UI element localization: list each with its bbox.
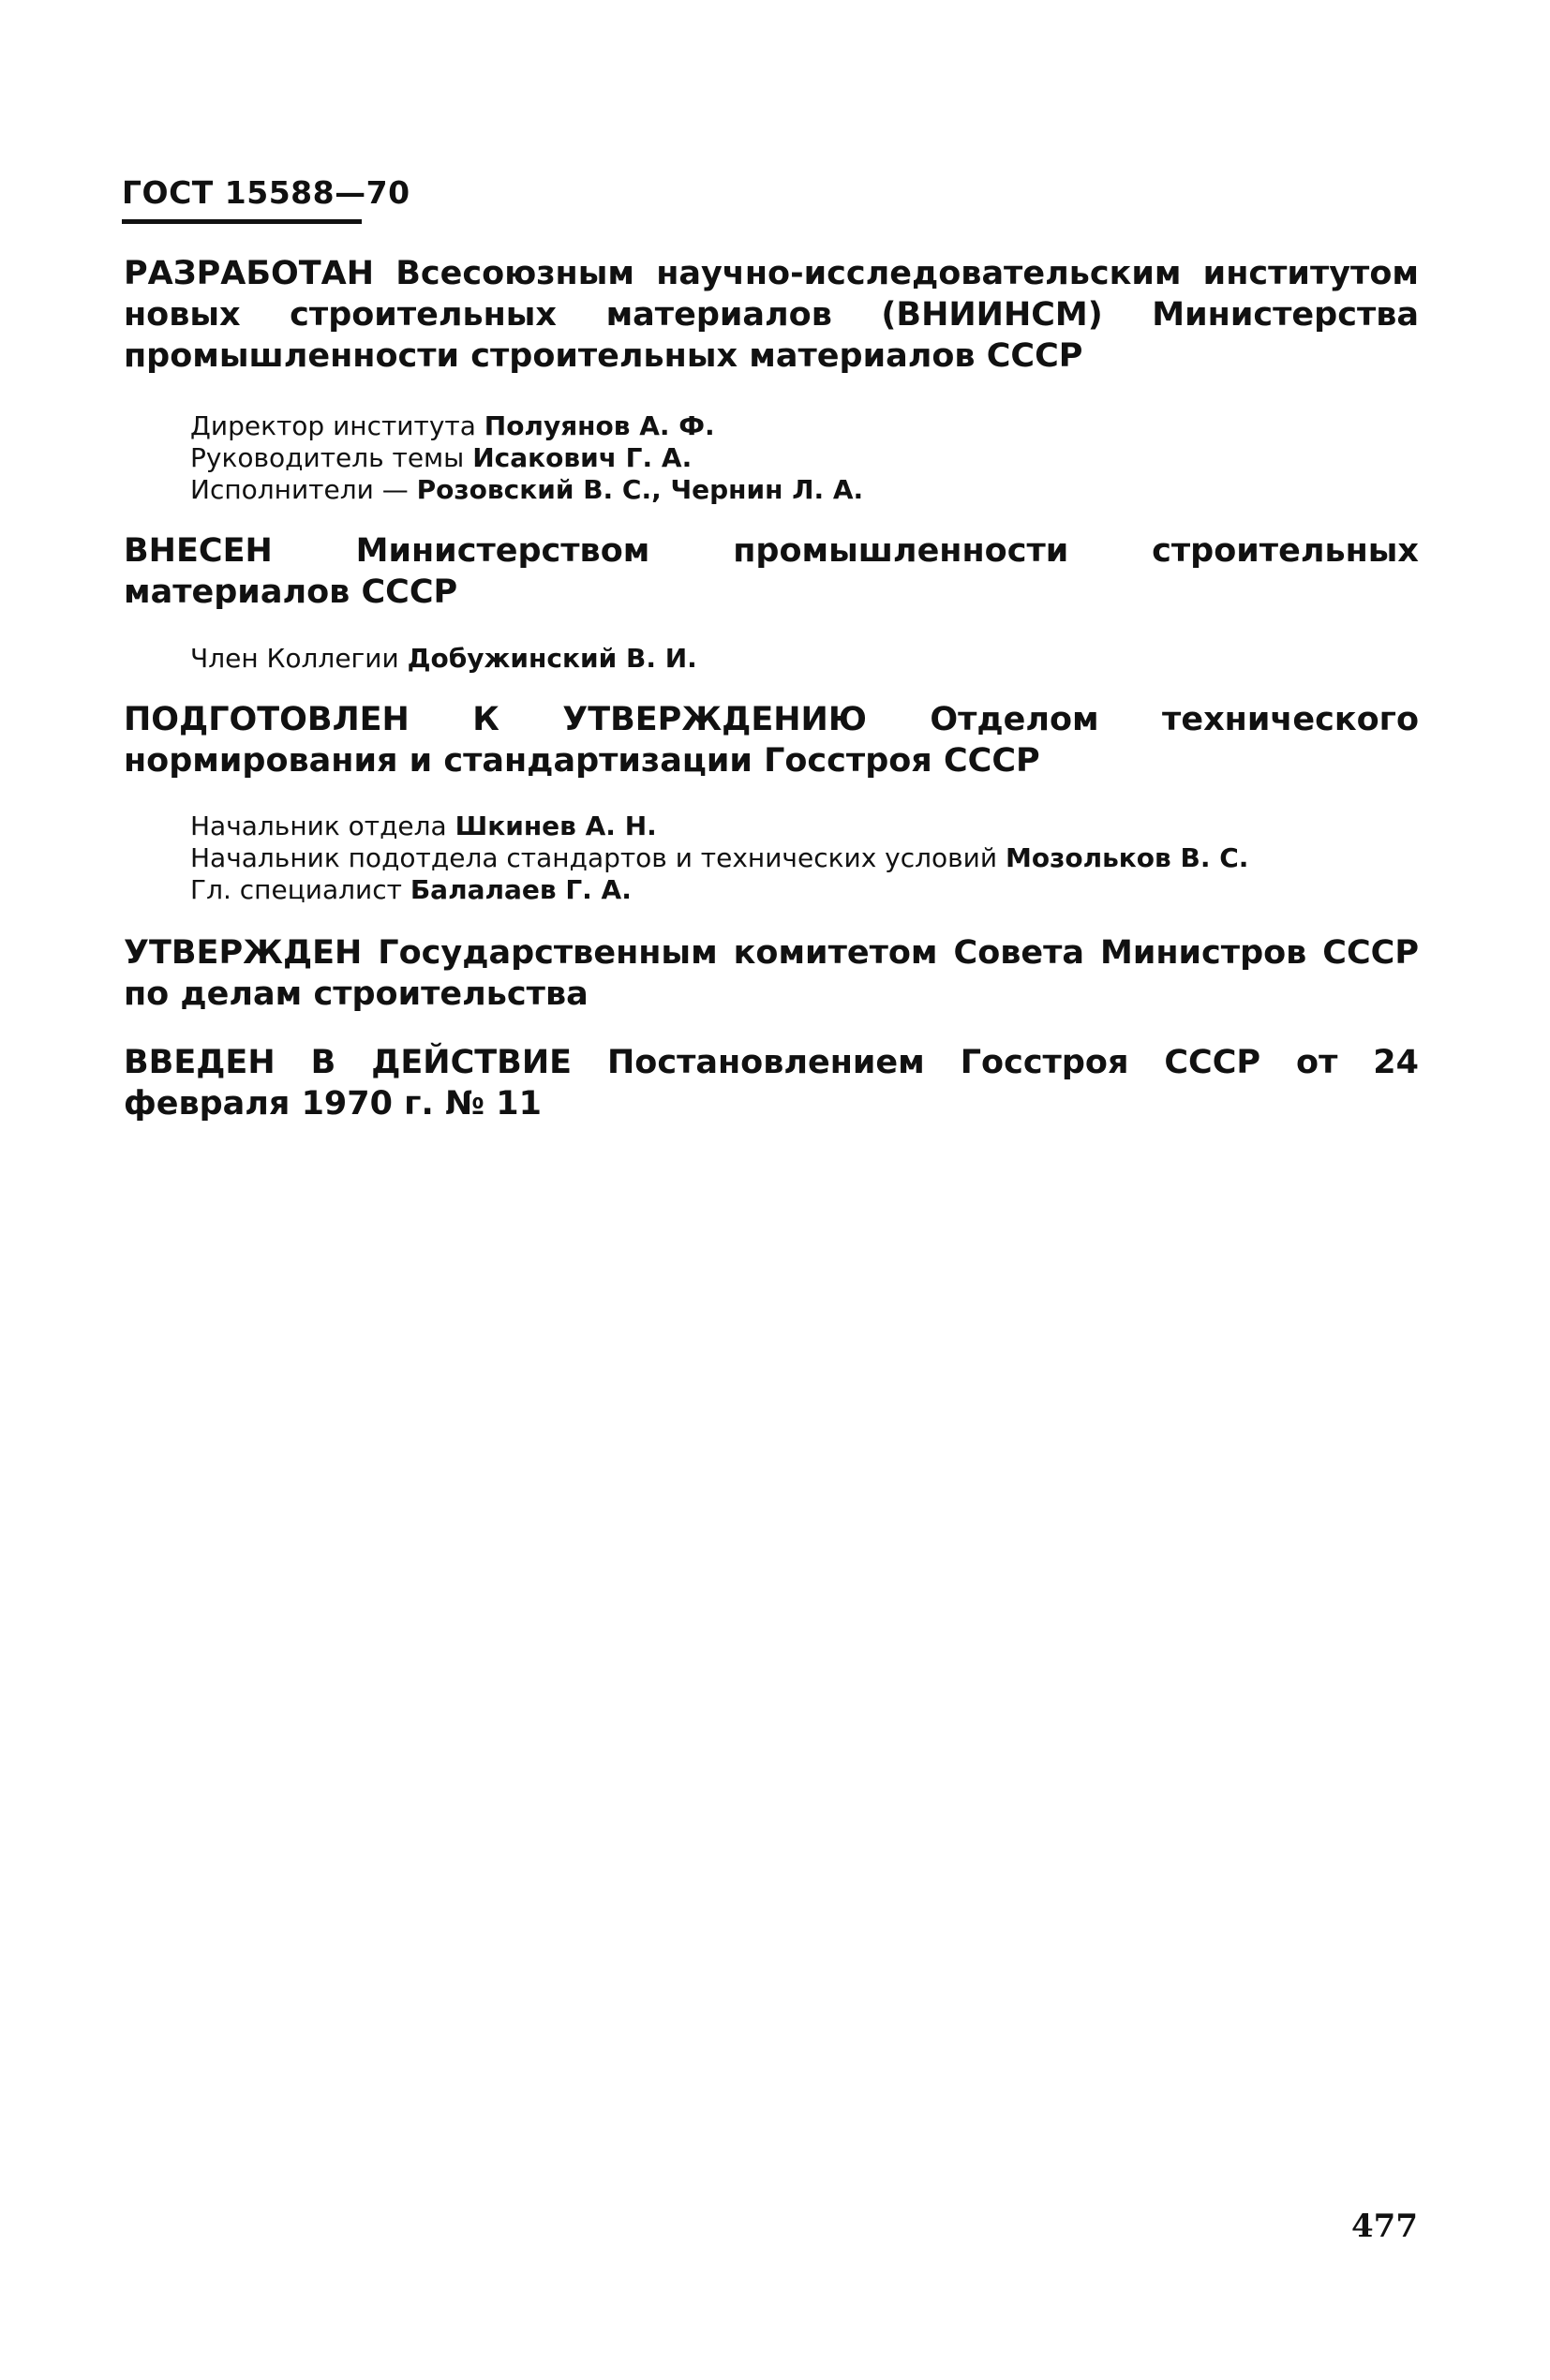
person-role: Гл. специалист bbox=[190, 874, 402, 905]
developed-label: РАЗРАБОТАН bbox=[124, 255, 375, 292]
document-code: ГОСТ 15588—70 bbox=[122, 174, 410, 211]
approved-section bbox=[124, 932, 1419, 1015]
person-name: Полуянов А. Ф. bbox=[484, 410, 715, 441]
person-name: Балалаев Г. А. bbox=[410, 874, 632, 905]
person-name: Исакович Г. А. bbox=[472, 442, 693, 473]
approved-text: Государственным комитетом Совета Министров СССР по делам строительства bbox=[124, 934, 1419, 1013]
page-number: 477 bbox=[1351, 2208, 1418, 2245]
introduced-text: Министерством промышленности строительных материалов СССР bbox=[124, 532, 1419, 611]
person-name: Розовский В. С., Чернин Л. А. bbox=[416, 474, 864, 505]
enacted-label: ВВЕДЕН В ДЕЙСТВИЕ bbox=[124, 1044, 573, 1081]
approved-label: УТВЕРЖДЕН bbox=[124, 934, 363, 972]
introduced-label: ВНЕСЕН bbox=[124, 532, 273, 570]
person-line bbox=[190, 811, 1420, 842]
developed-people bbox=[190, 410, 1420, 506]
prepared-section bbox=[124, 699, 1419, 781]
enacted-text: Постановлением Госстроя СССР от 24 февраля 1970 г. № 11 bbox=[124, 1044, 1420, 1123]
prepared-label: ПОДГОТОВЛЕН К УТВЕРЖДЕНИЮ bbox=[124, 701, 867, 738]
person-name: Шкинев А. Н. bbox=[455, 811, 657, 841]
prepared-people bbox=[190, 811, 1420, 906]
header-underline bbox=[122, 219, 362, 224]
enacted-section bbox=[124, 1042, 1419, 1124]
person-role: Член Коллегии bbox=[190, 643, 399, 674]
person-line bbox=[190, 643, 1420, 675]
person-line bbox=[190, 410, 1420, 442]
person-line bbox=[190, 442, 1420, 474]
person-line bbox=[190, 474, 1420, 506]
person-line bbox=[190, 842, 1420, 874]
person-role: Директор института bbox=[190, 410, 476, 441]
developed-text: Всесоюзным научно-исследовательским институтом новых строительных материалов (ВНИИНСМ) Министерства промышленности строительных материалов СССР bbox=[124, 255, 1419, 375]
person-role: Начальник подотдела стандартов и технических условий bbox=[190, 842, 998, 873]
introduced-section bbox=[124, 530, 1419, 613]
prepared-text: Отделом технического нормирования и стандартизации Госстроя СССР bbox=[124, 701, 1419, 780]
person-role: Начальник отдела bbox=[190, 811, 447, 841]
person-name: Добужинский В. И. bbox=[407, 643, 697, 674]
person-role: Руководитель темы bbox=[190, 442, 465, 473]
introduced-people bbox=[190, 643, 1420, 675]
person-line bbox=[190, 874, 1420, 906]
person-name: Мозольков В. С. bbox=[1005, 842, 1249, 873]
person-role: Исполнители — bbox=[190, 474, 409, 505]
developed-section bbox=[124, 253, 1419, 377]
